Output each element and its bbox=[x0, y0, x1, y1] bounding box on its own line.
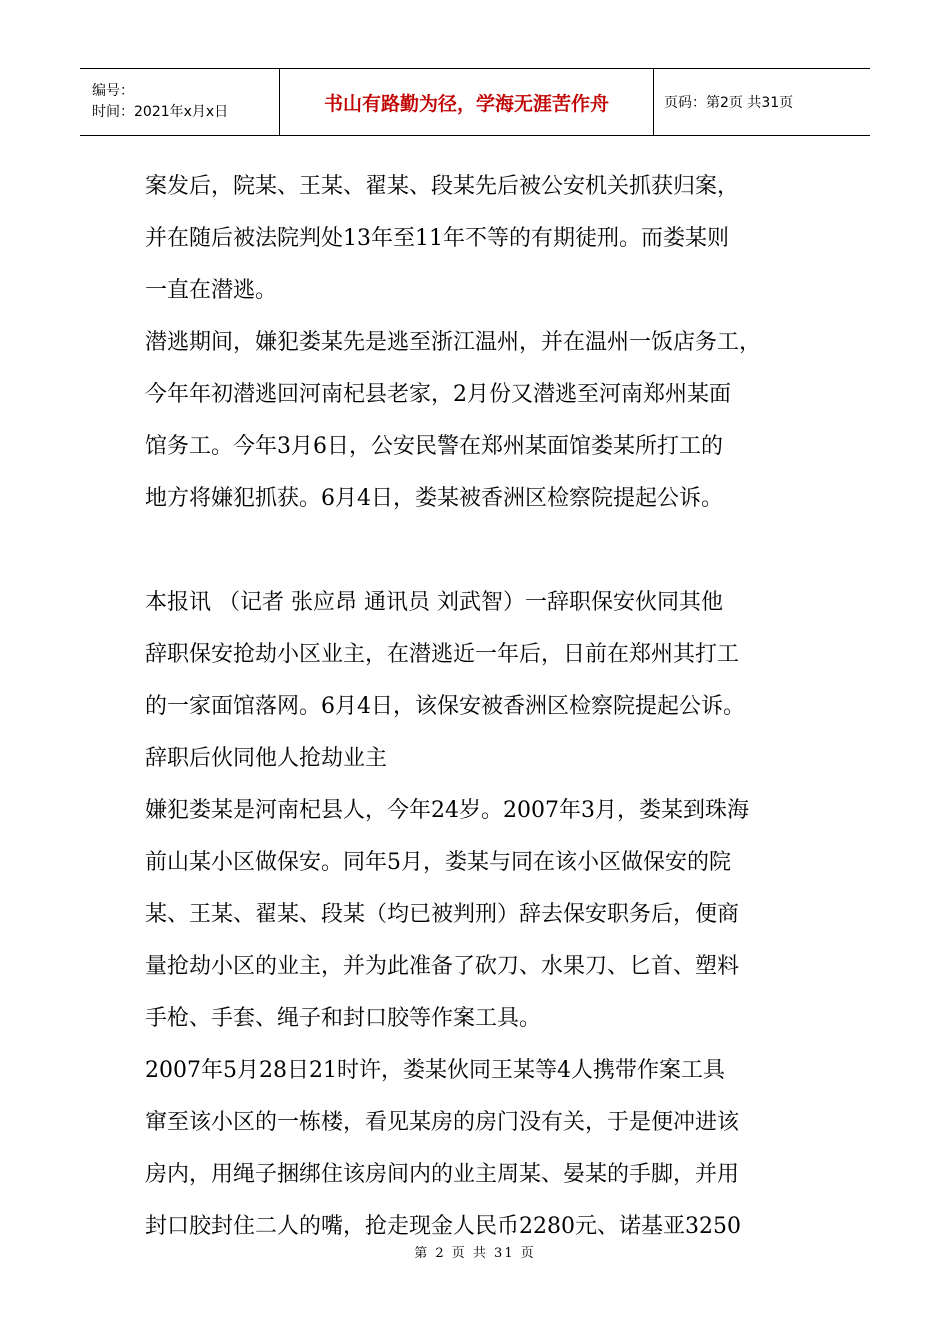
body-line: 房内，用绳子捆绑住该房间内的业主周某、晏某的手脚，并用 bbox=[145, 1162, 740, 1187]
document-body bbox=[145, 161, 825, 1253]
body-line: 嫌犯娄某是河南杞县人，今年24岁。2007年3月，娄某到珠海 bbox=[145, 798, 749, 823]
body-line: 前山某小区做保安。同年5月，娄某与同在该小区做保安的院 bbox=[145, 850, 731, 875]
footer-page-number: 第 2 页 共 31 页 bbox=[414, 1246, 536, 1261]
header-page-info: 页码：第2页 共31页 bbox=[664, 95, 794, 111]
header-page-info-cell bbox=[654, 69, 870, 135]
serial-label: 编号： bbox=[92, 83, 134, 99]
paragraph-spacer bbox=[145, 525, 825, 577]
body-line: 馆务工。今年3月6日，公安民警在郑州某面馆娄某所打工的 bbox=[145, 434, 723, 459]
body-line: 窜至该小区的一栋楼，看见某房的房门没有关，于是便冲进该 bbox=[145, 1110, 740, 1135]
body-line: 今年年初潜逃回河南杞县老家，2月份又潜逃至河南郑州某面 bbox=[145, 382, 731, 407]
body-line: 封口胶封住二人的嘴，抢走现金人民币2280元、诺基亚3250 bbox=[145, 1214, 741, 1239]
body-line: 手枪、手套、绳子和封口胶等作案工具。 bbox=[145, 1006, 542, 1031]
header-meta bbox=[80, 69, 280, 135]
header-motto: 书山有路勤为径，学海无涯苦作舟 bbox=[323, 92, 609, 115]
page-header bbox=[80, 68, 870, 136]
body-line: 的一家面馆落网。6月4日，该保安被香洲区检察院提起公诉。 bbox=[145, 694, 745, 719]
body-line: 一直在潜逃。 bbox=[145, 278, 278, 303]
body-line: 本报讯 （记者 张应昂 通讯员 刘武智）一辞职保安伙同其他 bbox=[145, 590, 723, 615]
header-motto-cell bbox=[280, 69, 654, 135]
body-line: 并在随后被法院判处13年至11年不等的有期徒刑。而娄某则 bbox=[145, 226, 729, 251]
body-line: 量抢劫小区的业主，并为此准备了砍刀、水果刀、匕首、塑料 bbox=[145, 954, 740, 979]
page-footer bbox=[0, 1242, 950, 1261]
section-heading: 辞职后伙同他人抢劫业主 bbox=[145, 746, 388, 771]
date-label: 时间：2021年x月x日 bbox=[92, 104, 229, 120]
body-line: 某、王某、翟某、段某（均已被判刑）辞去保安职务后，便商 bbox=[145, 902, 740, 927]
body-line: 潜逃期间，嫌犯娄某先是逃至浙江温州，并在温州一饭店务工， bbox=[145, 330, 762, 355]
body-line: 地方将嫌犯抓获。6月4日，娄某被香洲区检察院提起公诉。 bbox=[145, 486, 723, 511]
body-line: 2007年5月28日21时许，娄某伙同王某等4人携带作案工具 bbox=[145, 1058, 725, 1083]
body-line: 辞职保安抢劫小区业主，在潜逃近一年后，日前在郑州其打工 bbox=[145, 642, 740, 667]
body-line: 案发后，院某、王某、翟某、段某先后被公安机关抓获归案， bbox=[145, 174, 740, 199]
